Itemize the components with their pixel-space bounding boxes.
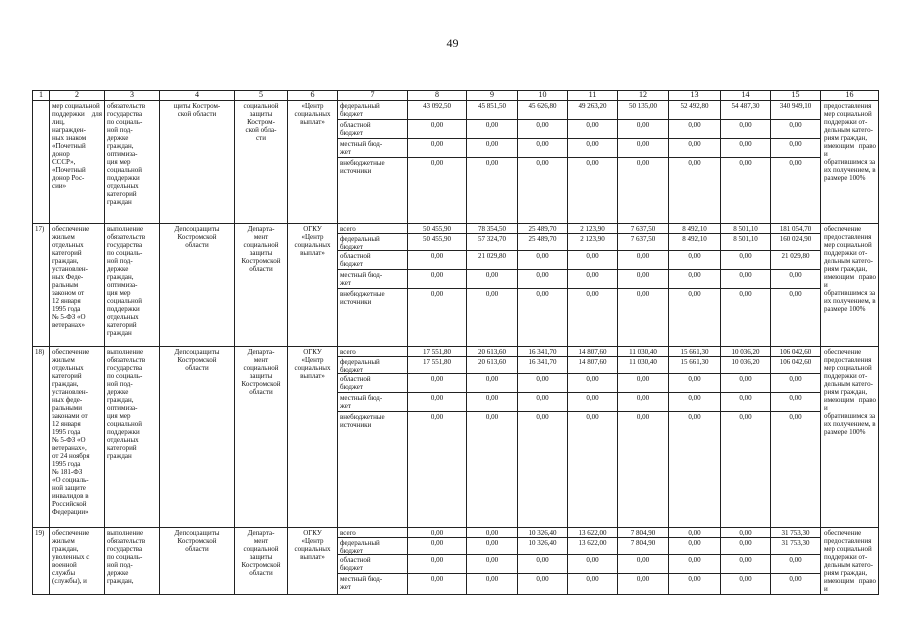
participant-cell: ОГКУ «Центр социальных выплат» (288, 528, 338, 595)
amount-value: 10 326,40 (518, 528, 567, 538)
amount-value: 0,00 (688, 159, 701, 167)
task-cell: выполнение обязательств государства по социаль- ной под- держке граждан, оптимиза- ция мер социальной поддержки отдельных категорий граждан (105, 347, 160, 528)
amount-value: 25 489,70 (518, 234, 567, 251)
table-row (33, 347, 879, 528)
funding-source-label: местный бюд- жет (340, 575, 383, 591)
amount-cell (467, 224, 518, 347)
amount-cell (518, 528, 568, 595)
funding-source-label: внебюджетные источники (340, 290, 385, 306)
amount-value: 0,00 (721, 538, 770, 555)
funding-source-label: всего (338, 347, 407, 357)
amount-value: 0,00 (721, 270, 770, 289)
header-cell: 8 (408, 91, 467, 101)
header-cell: 4 (160, 91, 235, 101)
amount-value: 0,00 (408, 270, 466, 289)
amount-value: 0,00 (568, 555, 617, 574)
amount-value: 0,00 (467, 139, 517, 158)
amount-value: 0,00 (771, 555, 820, 574)
amount-value: 31 753,30 (771, 538, 820, 555)
amount-value: 50 135,00 (618, 101, 668, 120)
amount-value: 15 661,30 (669, 357, 720, 374)
funding-source-label: федеральный бюджет (338, 538, 407, 555)
amount-value: 0,00 (430, 413, 444, 421)
header-cell: 7 (338, 91, 408, 101)
amount-value: 20 613,60 (467, 347, 517, 357)
amount-value: 0,00 (568, 374, 617, 393)
funding-source-label: федеральный бюджет (338, 101, 407, 120)
amount-value: 0,00 (586, 290, 599, 298)
amount-value: 0,00 (467, 374, 517, 393)
amount-value: 0,00 (618, 270, 668, 289)
amount-value: 0,00 (467, 393, 517, 412)
amount-value: 0,00 (789, 290, 802, 298)
funding-source-label: областной бюджет (338, 251, 407, 270)
amount-cell (518, 224, 568, 347)
amount-value: 0,00 (721, 251, 770, 270)
amount-cell (467, 101, 518, 224)
amount-value: 0,00 (485, 290, 499, 298)
funding-source-label: всего (338, 528, 407, 538)
expected-result-cell (821, 101, 879, 224)
target-cell: обеспечение жильем отдельных категорий граждан, установлен- ных феде- ральными законами от 12 января 1995 года № 5-ФЗ «О ветеранах», от 24 ноября 1995 года № 181-ФЗ «О социаль- ной защите инвалидов в Российской Федерации» (50, 347, 105, 528)
amount-value: 0,00 (636, 575, 650, 583)
amount-cell (618, 528, 669, 595)
amount-value: 0,00 (618, 251, 668, 270)
amount-value: 0,00 (721, 393, 770, 412)
amount-value: 0,00 (721, 555, 770, 574)
amount-value: 0,00 (518, 251, 567, 270)
amount-value: 0,00 (669, 251, 720, 270)
amount-cell (408, 224, 467, 347)
funding-source-cell (338, 347, 408, 528)
amount-value: 13 622,00 (568, 528, 617, 538)
amount-cell (721, 101, 771, 224)
amount-cell (568, 347, 618, 528)
funding-source-label: местный бюд- жет (338, 393, 407, 412)
funding-source-label: внебюджетные источники (340, 413, 385, 429)
amount-value: 0,00 (771, 139, 820, 158)
amount-value: 7 804,90 (618, 528, 668, 538)
amount-cell (467, 528, 518, 595)
amount-value: 0,00 (789, 413, 802, 421)
amount-value: 0,00 (536, 575, 549, 583)
amount-value: 0,00 (518, 270, 567, 289)
amount-value: 0,00 (586, 575, 599, 583)
amount-value: 43 092,50 (408, 101, 466, 120)
amount-value: 0,00 (408, 393, 466, 412)
amount-value: 0,00 (618, 555, 668, 574)
table-row (33, 101, 879, 224)
amount-value: 0,00 (467, 120, 517, 139)
co-executor-cell: социальной защиты Костром- ской обла- сти (235, 101, 288, 224)
amount-value: 0,00 (771, 393, 820, 412)
amount-value: 0,00 (467, 270, 517, 289)
amount-value: 0,00 (721, 374, 770, 393)
amount-value: 15 661,30 (669, 347, 720, 357)
row-number-cell: 17) (33, 224, 50, 347)
amount-cell (721, 224, 771, 347)
amount-value: 0,00 (568, 120, 617, 139)
amount-value: 8 492,10 (669, 224, 720, 234)
amount-value: 0,00 (618, 393, 668, 412)
amount-cell (568, 528, 618, 595)
amount-value: 0,00 (467, 555, 517, 574)
amount-value: 16 341,70 (518, 347, 567, 357)
header-row (33, 91, 879, 101)
page-number: 49 (446, 36, 459, 50)
amount-value: 0,00 (485, 159, 499, 167)
funding-source-label: местный бюд- жет (338, 139, 407, 158)
amount-cell (669, 528, 721, 595)
amount-value: 50 455,90 (408, 224, 466, 234)
amount-value: 0,00 (771, 374, 820, 393)
header-cell: 11 (568, 91, 618, 101)
amount-value: 7 804,90 (618, 538, 668, 555)
amount-value: 0,00 (586, 159, 599, 167)
amount-cell (618, 224, 669, 347)
amount-value: 57 324,70 (467, 234, 517, 251)
participant-cell: «Центр социальных выплат» (288, 101, 338, 224)
amount-value: 0,00 (518, 139, 567, 158)
amount-value: 0,00 (669, 393, 720, 412)
amount-value: 0,00 (669, 374, 720, 393)
amount-cell (408, 347, 467, 528)
amount-value: 0,00 (408, 528, 466, 538)
amount-value: 11 030,40 (618, 357, 668, 374)
amount-value: 20 613,60 (467, 357, 517, 374)
funding-source-cell (338, 528, 408, 595)
amount-value: 8 501,10 (721, 224, 770, 234)
amount-cell (568, 224, 618, 347)
amount-cell (518, 101, 568, 224)
expected-result-text: обеспечение предоставления мер социальной поддержки от- дельным катего- риям граждан, имеющим право и (824, 529, 876, 593)
amount-value: 45 851,50 (467, 101, 517, 120)
target-cell: обеспечение жильем граждан, уволенных с военной службы (службы), и (50, 528, 105, 595)
funding-source-label: всего (338, 224, 407, 234)
amount-value: 7 637,50 (618, 224, 668, 234)
amount-value: 0,00 (721, 120, 770, 139)
amount-cell (771, 347, 821, 528)
amount-value: 0,00 (636, 159, 650, 167)
row-number-cell: 19) (33, 528, 50, 595)
amount-value: 10 036,20 (721, 357, 770, 374)
amount-value: 8 501,10 (721, 234, 770, 251)
amount-value: 0,00 (618, 374, 668, 393)
amount-value: 0,00 (536, 413, 549, 421)
header-cell: 1 (33, 91, 50, 101)
amount-value: 16 341,70 (518, 357, 567, 374)
amount-cell (721, 528, 771, 595)
amount-value: 0,00 (636, 290, 650, 298)
header-cell: 6 (288, 91, 338, 101)
amount-cell (618, 347, 669, 528)
amount-value: 0,00 (739, 413, 752, 421)
header-cell: 14 (721, 91, 771, 101)
target-cell: мер социальной поддержки для лиц, награжден- ных знаком «Почетный донор СССР», «Почетный донор Рос- сии» (50, 101, 105, 224)
amount-value: 0,00 (636, 413, 650, 421)
amount-value: 181 054,70 (771, 224, 820, 234)
amount-value: 0,00 (536, 159, 549, 167)
funding-source-cell (338, 224, 408, 347)
amount-value: 0,00 (771, 120, 820, 139)
amount-value: 52 492,80 (669, 101, 720, 120)
participant-cell: ОГКУ «Центр социальных выплат» (288, 224, 338, 347)
amount-value: 8 492,10 (669, 234, 720, 251)
amount-value: 0,00 (789, 575, 802, 583)
amount-value: 0,00 (485, 575, 499, 583)
amount-value: 0,00 (618, 139, 668, 158)
amount-cell (568, 101, 618, 224)
funding-source-label: областной бюджет (338, 374, 407, 393)
funding-source-label: внебюджетные источники (340, 159, 385, 175)
task-cell: выполнение обязательств государства по социаль- ной под- держке граждан, оптимиза- ция мер социальной поддержки отдельных категорий граждан (105, 224, 160, 347)
amount-value: 0,00 (568, 139, 617, 158)
amount-cell (518, 347, 568, 528)
header-cell: 16 (821, 91, 879, 101)
executor-cell: Депсоцзащиты Костромской области (160, 347, 235, 528)
amount-value: 2 123,90 (568, 224, 617, 234)
header-cell: 9 (467, 91, 518, 101)
amount-value: 0,00 (669, 120, 720, 139)
executor-cell: Депсоцзащиты Костромской области (160, 224, 235, 347)
amount-value: 0,00 (518, 374, 567, 393)
amount-value: 0,00 (408, 139, 466, 158)
amount-value: 0,00 (721, 139, 770, 158)
amount-value: 0,00 (669, 555, 720, 574)
amount-value: 0,00 (467, 538, 517, 555)
amount-value: 78 354,50 (467, 224, 517, 234)
amount-value: 0,00 (518, 555, 567, 574)
amount-value: 0,00 (586, 413, 599, 421)
header-cell: 10 (518, 91, 568, 101)
header-cell: 2 (50, 91, 105, 101)
amount-value: 0,00 (568, 270, 617, 289)
amount-value: 17 551,80 (408, 357, 466, 374)
executor-cell: щиты Костром- ской области (160, 101, 235, 224)
funding-source-label: местный бюд- жет (338, 270, 407, 289)
amount-value: 0,00 (408, 374, 466, 393)
amount-value: 0,00 (669, 538, 720, 555)
amount-value: 0,00 (408, 555, 466, 574)
amount-value: 21 029,80 (771, 251, 820, 270)
funding-source-label: федеральный бюджет (338, 357, 407, 374)
amount-value: 0,00 (536, 290, 549, 298)
amount-value: 0,00 (669, 270, 720, 289)
amount-value: 0,00 (430, 159, 444, 167)
amount-value: 14 807,60 (568, 347, 617, 357)
amount-value: 13 622,00 (568, 538, 617, 555)
amount-value: 7 637,50 (618, 234, 668, 251)
amount-value: 25 489,70 (518, 224, 567, 234)
amount-value: 0,00 (408, 251, 466, 270)
amount-value: 21 029,80 (467, 251, 517, 270)
header-cell: 3 (105, 91, 160, 101)
amount-value: 0,00 (739, 575, 752, 583)
amount-value: 340 949,10 (771, 101, 820, 120)
amount-value: 0,00 (789, 159, 802, 167)
amount-value: 0,00 (688, 290, 701, 298)
amount-value: 31 753,30 (771, 528, 820, 538)
expected-result-cell (821, 347, 879, 528)
funding-source-cell (338, 101, 408, 224)
table-row (33, 528, 879, 595)
amount-value: 0,00 (721, 528, 770, 538)
amount-value: 0,00 (739, 159, 752, 167)
amount-value: 0,00 (518, 393, 567, 412)
co-executor-cell: Департа- мент социальной защиты Костромской области (235, 528, 288, 595)
amount-cell (669, 224, 721, 347)
amount-value: 106 042,60 (771, 347, 820, 357)
amount-value: 10 036,20 (721, 347, 770, 357)
task-cell: обязательств государства по социаль- ной под- держке граждан, оптимиза- ция мер социальной поддержки отдельных категорий граждан (105, 101, 160, 224)
amount-value: 10 326,40 (518, 538, 567, 555)
amount-cell (408, 528, 467, 595)
amount-value: 0,00 (771, 270, 820, 289)
amount-cell (771, 101, 821, 224)
co-executor-cell: Департа- мент социальной защиты Костромской области (235, 347, 288, 528)
co-executor-cell: Департа- мент социальной защиты Костромской области (235, 224, 288, 347)
amount-value: 0,00 (430, 575, 444, 583)
amount-value: 0,00 (688, 575, 701, 583)
amount-value: 0,00 (430, 290, 444, 298)
amount-value: 160 024,90 (771, 234, 820, 251)
amount-cell (669, 347, 721, 528)
funding-source-label: областной бюджет (338, 555, 407, 574)
amount-cell (467, 347, 518, 528)
amount-value: 0,00 (408, 120, 466, 139)
amount-value: 106 042,60 (771, 357, 820, 374)
funding-source-label: федеральный бюджет (338, 234, 407, 251)
amount-value: 0,00 (688, 413, 701, 421)
amount-value: 11 030,40 (618, 347, 668, 357)
expected-result-cell (821, 224, 879, 347)
expected-result-text: обеспечение предоставления мер социальной поддержки от- дельным катего- риям граждан, имеющим право и обратившимся за их получением, в размере 100% (824, 348, 876, 436)
expected-result-text: предоставления мер социальной поддержки от- дельным катего- риям граждан, имеющим право и обратившимся за их получением, в размере 100% (824, 102, 876, 182)
amount-value: 45 626,80 (518, 101, 567, 120)
target-cell: обеспечение жильем отдельных категорий граждан, установлен- ных Феде- ральным законом от 12 января 1995 года № 5-ФЗ «О ветеранах» (50, 224, 105, 347)
header-cell: 5 (235, 91, 288, 101)
row-number-cell: 18) (33, 347, 50, 528)
amount-value: 0,00 (518, 120, 567, 139)
task-cell: выполнение обязательств государства по социаль- ной под- держке граждан, (105, 528, 160, 595)
program-table (32, 90, 879, 595)
amount-value: 0,00 (568, 251, 617, 270)
amount-cell (721, 347, 771, 528)
amount-value: 0,00 (669, 528, 720, 538)
table-row (33, 224, 879, 347)
amount-value: 0,00 (485, 413, 499, 421)
amount-cell (408, 101, 467, 224)
expected-result-cell (821, 528, 879, 595)
program-table-container (32, 90, 879, 595)
amount-value: 0,00 (739, 290, 752, 298)
amount-value: 0,00 (669, 139, 720, 158)
amount-cell (618, 101, 669, 224)
header-cell: 15 (771, 91, 821, 101)
amount-value: 0,00 (467, 528, 517, 538)
amount-value: 0,00 (568, 393, 617, 412)
header-cell: 13 (669, 91, 721, 101)
amount-cell (771, 224, 821, 347)
executor-cell: Депсоцзащиты Костромской области (160, 528, 235, 595)
amount-value: 50 455,90 (408, 234, 466, 251)
header-cell: 12 (618, 91, 669, 101)
amount-value: 17 551,80 (408, 347, 466, 357)
amount-value: 14 807,60 (568, 357, 617, 374)
participant-cell: ОГКУ «Центр социальных выплат» (288, 347, 338, 528)
amount-value: 54 487,30 (721, 101, 770, 120)
amount-cell (771, 528, 821, 595)
amount-value: 2 123,90 (568, 234, 617, 251)
amount-value: 0,00 (408, 538, 466, 555)
expected-result-text: обеспечение предоставления мер социальной поддержки от- дельным катего- риям граждан, имеющим право и обратившимся за их получением, в размере 100% (824, 225, 876, 313)
amount-cell (669, 101, 721, 224)
amount-value: 49 263,20 (568, 101, 617, 120)
amount-value: 0,00 (618, 120, 668, 139)
funding-source-label: областной бюджет (338, 120, 407, 139)
row-number-cell (33, 101, 50, 224)
